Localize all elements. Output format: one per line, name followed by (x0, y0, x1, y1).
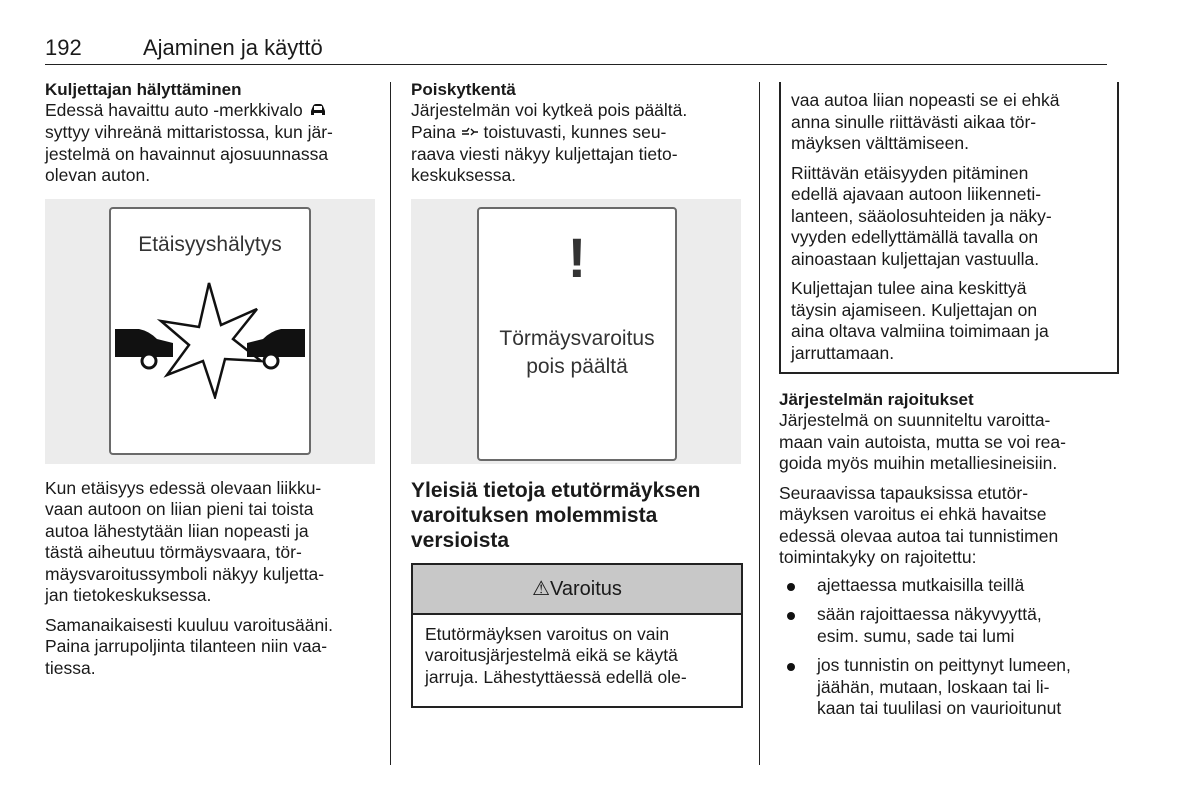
section-heading: Järjestelmän rajoitukset (779, 390, 974, 409)
paragraph: Järjestelmän voi kytkeä pois päältä. Paina toistuvasti, kunnes seu- raava viesti näkyy kuljettajan tieto- keskuksessa. (411, 100, 688, 186)
warning-box (411, 563, 743, 708)
list-item: sään rajoittaessa näkyvyyttä, esim. sumu, sade tai lumi (779, 604, 1109, 647)
warning-box-body: Etutörmäyksen varoitus on vain varoitusjärjestelmä eikä se käytä jarruja. Lähestyttäessä edellä ole- (425, 623, 687, 687)
display-screen (109, 207, 311, 455)
column-1 (45, 80, 375, 679)
warning-box-continued: vaa autoa liian nopeasti se ei ehkä anna sinulle riittävästi aikaa tör- mäyksen välttämiseen. Riittävän etäisyyden pitäminen edellä ajavaan autoon liikenneti- lanteen, sääolosuhteiden ja näky- vyyden edellyttämällä tavalla on ainoastaan kuljettajan vastuulla. Kuljettajan tulee aina keskittyä täysin ajamiseen. Kuljettajan on aina oltava valmiina toimimaan ja jarruttamaan. (779, 82, 1119, 374)
warning-title: Varoitus (550, 577, 622, 600)
section-title: Yleisiä tietoja etutörmäyksen varoituksen molemmista versioista (411, 478, 701, 552)
list-item: ajettaessa mutkaisilla teillä (779, 575, 1109, 597)
column-2 (411, 80, 741, 708)
warning-off-figure (411, 199, 741, 464)
list-item: jos tunnistin on peittynyt lumeen, jäähän, mutaan, loskaan tai li- kaan tai tuulilasi on vaurioitunut (779, 655, 1109, 720)
warning-triangle-icon: ⚠ (532, 577, 551, 600)
paragraph: Järjestelmä on suunniteltu varoitta- maan vain autoista, mutta se voi rea- goida myös muihin metalliesineisiin. (779, 410, 1066, 473)
distance-alert-figure (45, 199, 375, 464)
paragraph: Seuraavissa tapauksissa etutör- mäyksen varoitus ei ehkä havaitse edessä olevaa autoa tai tunnistimen toimintakyky on rajoitettu: (779, 482, 1059, 567)
column-divider (759, 82, 760, 765)
collision-alert-button-icon (461, 122, 479, 144)
collision-icon (111, 279, 309, 399)
section-heading: Kuljettajan hälyttäminen (45, 80, 242, 99)
text: syttyy vihreänä mittaristossa, kun jär- (45, 122, 333, 143)
column-divider (390, 82, 391, 765)
exclamation-icon: ! (567, 225, 587, 289)
figure-text: pois päältä (526, 354, 628, 378)
paragraph (45, 100, 375, 187)
warning-box-header (413, 565, 741, 615)
chapter-title: Ajaminen ja käyttö (143, 35, 323, 60)
text: jestelmä on havainnut ajosuunnassa (45, 143, 329, 164)
figure-title: Etäisyyshälytys (138, 232, 282, 256)
figure-text: Törmäysvaroitus (499, 326, 655, 350)
paragraph: Samanaikaisesti kuuluu varoitusääni. Paina jarrupoljinta tilanteen niin vaa- tiessa. (45, 614, 333, 678)
car-ahead-icon (308, 101, 328, 123)
text: Edessä havaittu auto -merkkivalo (45, 100, 303, 120)
display-screen (477, 207, 677, 461)
bullet-list (779, 575, 1109, 720)
section-heading: Poiskytkentä (411, 80, 516, 99)
column-3 (779, 82, 1109, 728)
paragraph: Kun etäisyys edessä olevaan liikku- vaan autoon on liian pieni tai toista autoa lähestytään liian nopeasti ja tästä aiheutuu törmäysvaara, tör- mäysvaroitussymboli näkyy kuljetta- jan tietokeskuksessa. (45, 477, 325, 606)
text: olevan auton. (45, 165, 151, 186)
page-number: 192 (45, 35, 82, 60)
page-header (45, 31, 1107, 65)
